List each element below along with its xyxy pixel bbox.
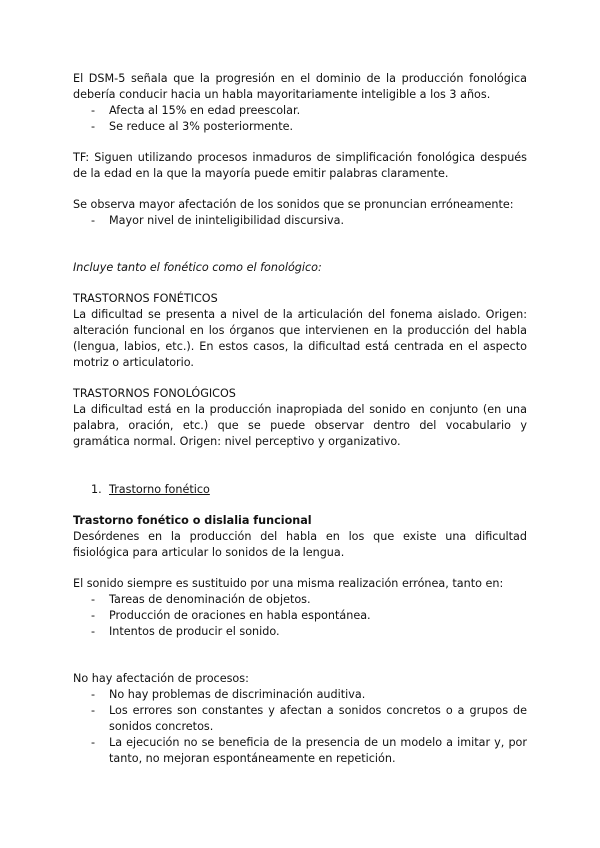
foneticos-heading: TRASTORNOS FONÉTICOS <box>73 292 218 305</box>
list-item: - Afecta al 15% en edad preescolar. <box>73 103 527 119</box>
sustituido-bullets <box>73 592 527 640</box>
observa-bullets <box>73 213 527 229</box>
intro-bullets <box>73 103 527 135</box>
list-item: - Producción de oraciones en habla espontánea. <box>73 608 527 624</box>
list-item: - Mayor nivel de ininteligibilidad discursiva. <box>73 213 527 229</box>
section-title: Trastorno fonético <box>109 483 210 496</box>
section-number: 1. <box>91 483 102 496</box>
procesos-bullets <box>73 687 527 767</box>
intro-paragraph: El DSM-5 señala que la progresión en el dominio de la producción fonológica debería conducir hacia un habla mayoritariamente inteligible a los 3 años. <box>73 72 527 101</box>
list-item: - Intentos de producir el sonido. <box>73 624 527 640</box>
list-item: - No hay problemas de discriminación auditiva. <box>73 687 527 703</box>
document-page <box>73 71 527 767</box>
list-item: - Los errores son constantes y afectan a sonidos concretos o a grupos de sonidos concretos. <box>73 703 527 735</box>
observa-paragraph: Se observa mayor afectación de los sonidos que se pronuncian erróneamente: <box>73 198 514 211</box>
fonologicos-heading: TRASTORNOS FONOLÓGICOS <box>73 387 236 400</box>
list-item: - Se reduce al 3% posteriormente. <box>73 119 527 135</box>
tf-paragraph: TF: Siguen utilizando procesos inmaduros de simplificación fonológica después de la edad en la que la mayoría puede emitir palabras claramente. <box>73 151 527 180</box>
procesos-paragraph: No hay afectación de procesos: <box>73 672 249 685</box>
sustituido-paragraph: El sonido siempre es sustituido por una misma realización errónea, tanto en: <box>73 577 504 590</box>
dislalia-title: Trastorno fonético o dislalia funcional <box>73 514 312 527</box>
dislalia-paragraph: Desórdenes en la producción del habla en los que existe una dificultad fisiológica para articular lo sonidos de la lengua. <box>73 530 527 559</box>
section-heading <box>73 482 527 498</box>
list-item: - La ejecución no se beneficia de la presencia de un modelo a imitar y, por tanto, no mejoran espontáneamente en repetición. <box>73 735 527 767</box>
fonologicos-paragraph: La dificultad está en la producción inapropiada del sonido en conjunto (en una palabra, oración, etc.) que se puede observar dentro del vocabulario y gramática normal. Origen: nivel perceptivo y organizativo. <box>73 403 527 448</box>
incluye-line: Incluye tanto el fonético como el fonológico: <box>73 261 322 274</box>
foneticos-paragraph: La dificultad se presenta a nivel de la articulación del fonema aislado. Origen: alteración funcional en los órganos que intervienen en la producción del habla (lengua, labios, etc.). En estos casos, la dificultad está centrada en el aspecto motriz o articulatorio. <box>73 308 527 369</box>
list-item: - Tareas de denominación de objetos. <box>73 592 527 608</box>
